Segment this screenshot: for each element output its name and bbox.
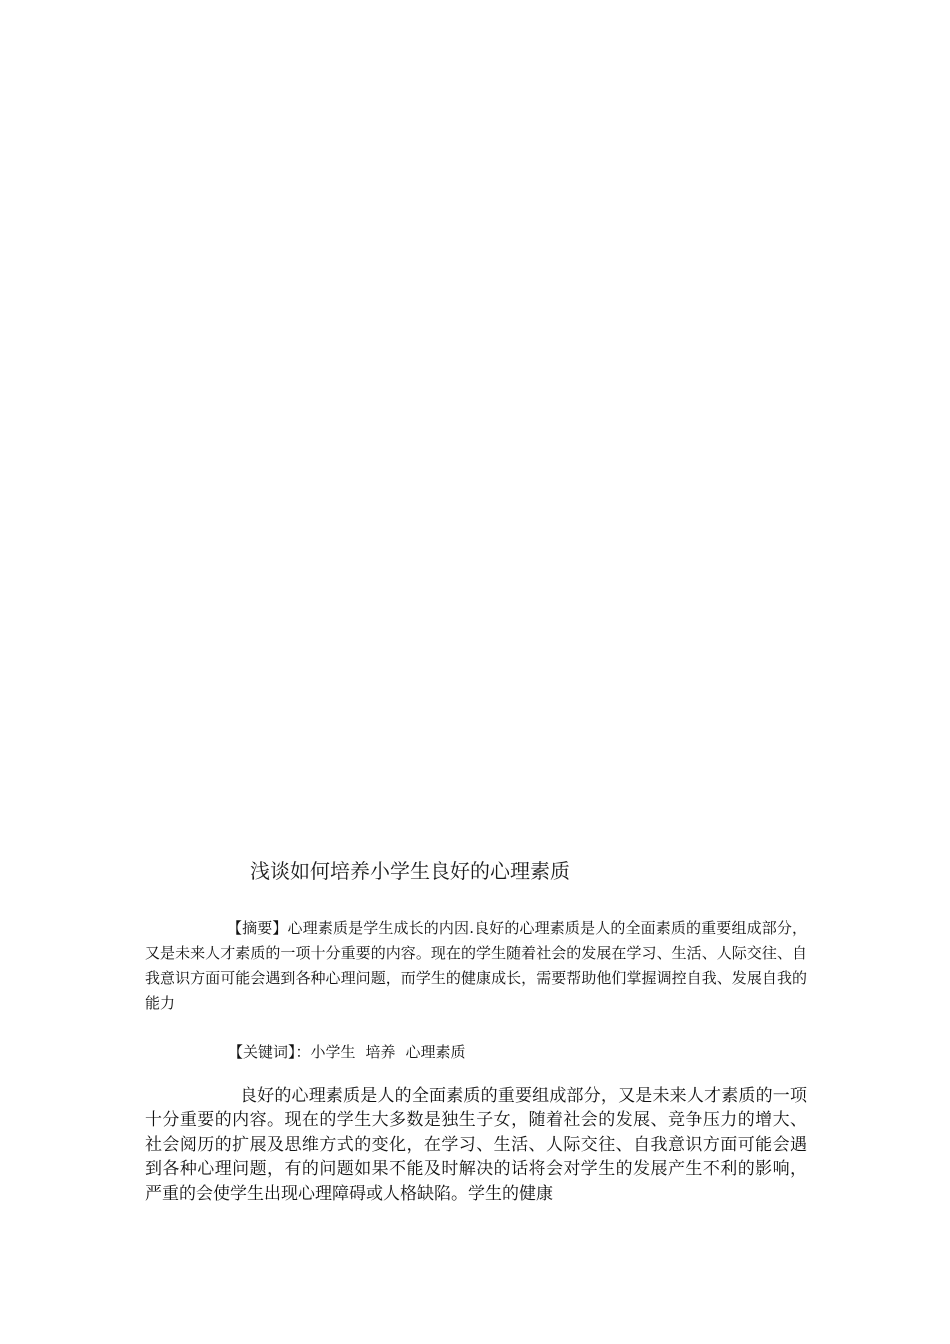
- abstract-paragraph: 【摘要】心理素质是学生成长的内因.良好的心理素质是人的全面素质的重要组成部分，又是未来人才素质的一项十分重要的内容。现在的学生随着社会的发展在学习、生活、人际交往、自我意识方面可能会遇到各种心理问题，而学生的健康成长，需要帮助他们掌握调控自我、发展自我的能力: [145, 919, 807, 1012]
- keywords-line: [228, 1041, 476, 1063]
- keyword-item: 培养: [365, 1043, 396, 1061]
- keywords-label: 【关键词】：: [228, 1043, 311, 1061]
- document-title: 浅谈如何培养小学生良好的心理素质: [250, 859, 570, 883]
- body-paragraph: 良好的心理素质是人的全面素质的重要组成部分，又是未来人才素质的一项十分重要的内容。现在的学生大多数是独生子女，随着社会的发展、竞争压力的增大、社会阅历的扩展及思维方式的变化，在学习、生活、人际交往、自我意识方面可能会遇到各种心理问题，有的问题如果不能及时解决的话将会对学生的发展产生不利的影响，严重的会使学生出现心理障碍或人格缺陷。学生的健康: [145, 1086, 807, 1204]
- keyword-item: 小学生: [310, 1043, 356, 1061]
- keyword-item: 心理素质: [405, 1043, 466, 1061]
